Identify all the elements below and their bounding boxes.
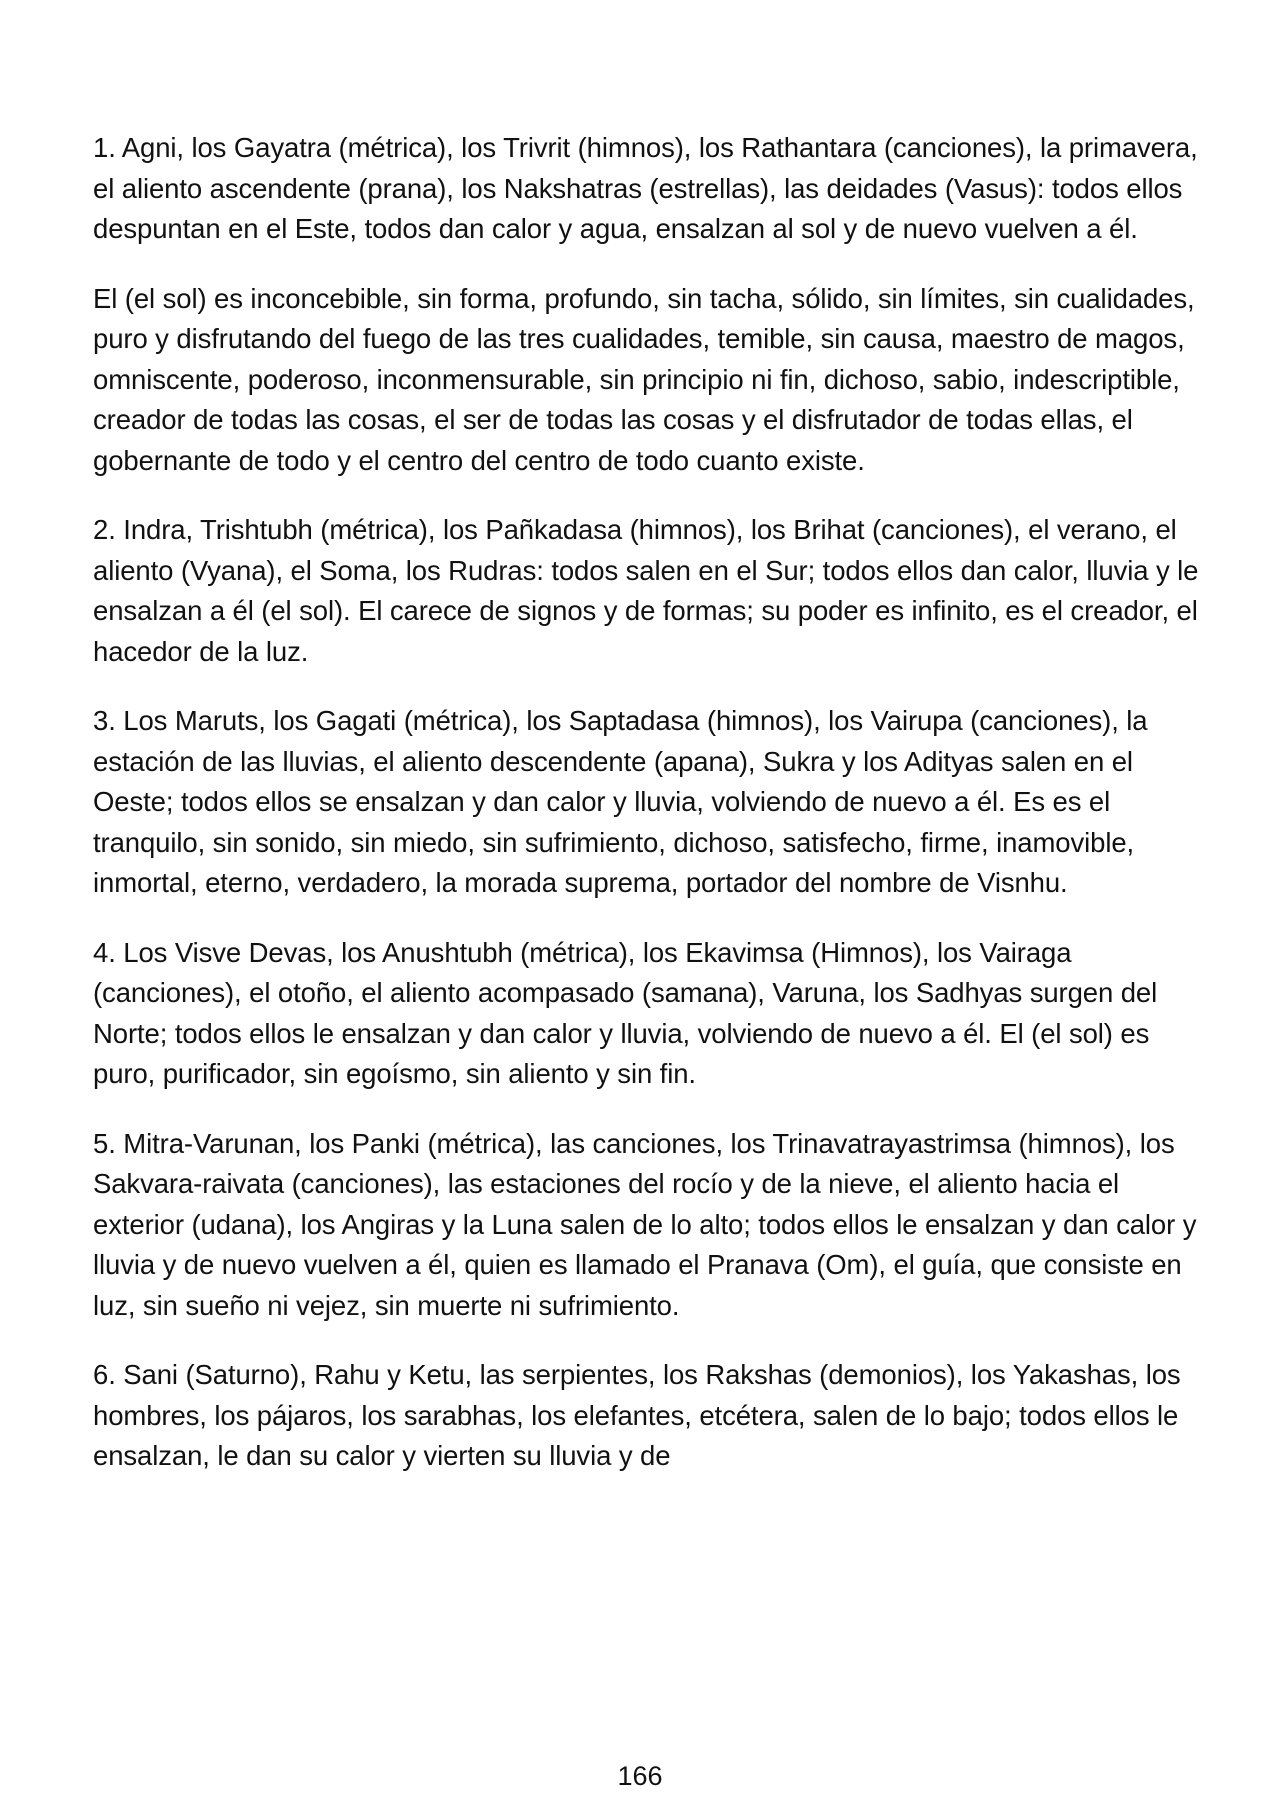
page-body <box>93 128 1203 1506</box>
paragraph-sani: 6. Sani (Saturno), Rahu y Ketu, las serpientes, los Rakshas (demonios), los Yakashas, los hombres, los pájaros, los sarabhas, los elefantes, etcétera, salen de lo bajo; todos ellos le ensalzan, le dan su calor y vierten su lluvia y de <box>93 1359 1181 1471</box>
paragraph-mitra-varunan: 5. Mitra-Varunan, los Panki (métrica), las canciones, los Trinavatrayastrimsa (himnos), los Sakvara-raivata (canciones), las estaciones del rocío y de la nieve, el aliento hacia el exterior (udana), los Angiras y la Luna salen de lo alto; todos ellos le ensalzan y dan calor y lluvia y de nuevo vuelven a él, quien es llamado el Pranava (Om), el guía, que consiste en luz, sin sueño ni vejez, sin muerte ni sufrimiento. <box>93 1127 1197 1321</box>
paragraph-maruts: 3. Los Maruts, los Gagati (métrica), los Saptadasa (himnos), los Vairupa (canciones), la estación de las lluvias, el aliento descendente (apana), Sukra y los Adityas salen en el Oeste; todos ellos se ensalzan y dan calor y lluvia, volviendo de nuevo a él. Es es el tranquilo, sin sonido, sin miedo, sin sufrimiento, dichoso, satisfecho, firme, inamovible, inmortal, eterno, verdadero, la morada suprema, portador del nombre de Visnhu. <box>93 705 1148 898</box>
paragraph-agni: 1. Agni, los Gayatra (métrica), los Trivrit (himnos), los Rathantara (canciones), la primavera, el aliento ascendente (prana), los Nakshatras (estrellas), las deidades (Vasus): todos ellos despuntan en el Este, todos dan calor y agua, ensalzan al sol y de nuevo vuelven a él. <box>93 132 1198 244</box>
page-number: 166 <box>617 1761 663 1791</box>
paragraph-sun-description: El (el sol) es inconcebible, sin forma, profundo, sin tacha, sólido, sin límites, sin cualidades, puro y disfrutando del fuego de las tres cualidades, temible, sin causa, maestro de magos, omniscente, poderoso, inconmensurable, sin principio ni fin, dichoso, sabio, indescriptible, creador de todas las cosas, el ser de todas las cosas y el disfrutador de todas ellas, el gobernante de todo y el centro del centro de todo cuanto existe. <box>93 282 1195 476</box>
paragraph-indra: 2. Indra, Trishtubh (métrica), los Pañkadasa (himnos), los Brihat (canciones), el verano, el aliento (Vyana), el Soma, los Rudras: todos salen en el Sur; todos ellos dan calor, lluvia y le ensalzan a él (el sol). El carece de signos y de formas; su poder es infinito, es el creador, el hacedor de la luz. <box>93 514 1199 667</box>
paragraph-visve-devas: 4. Los Visve Devas, los Anushtubh (métrica), los Ekavimsa (Himnos), los Vairaga (canciones), el otoño, el aliento acompasado (samana), Varuna, los Sadhyas surgen del Norte; todos ellos le ensalzan y dan calor y lluvia, volviendo de nuevo a él. El (el sol) es puro, purificador, sin egoísmo, sin aliento y sin fin. <box>93 936 1158 1089</box>
